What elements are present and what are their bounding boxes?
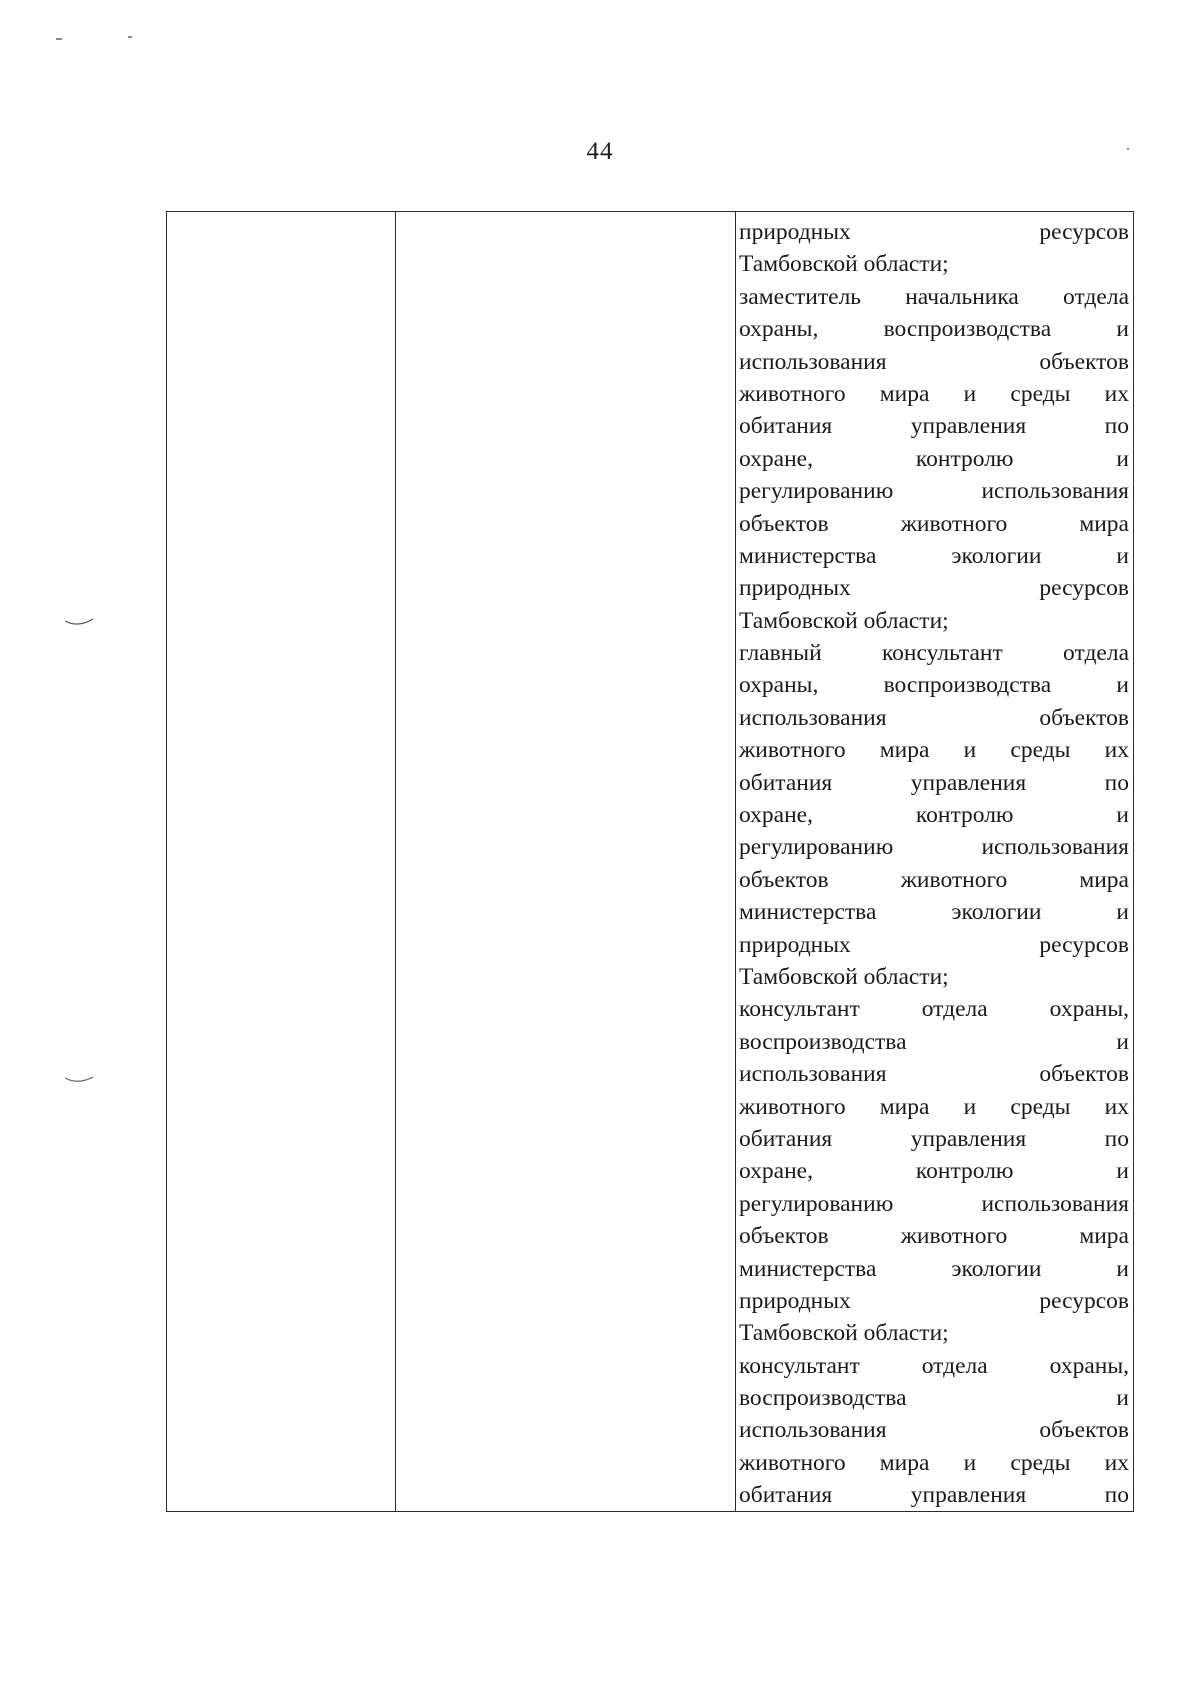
table-cell-line: регулированию использования (739, 1190, 1129, 1217)
table-cell-line: животного мира и среды их (739, 380, 1129, 407)
table-cell-line: природных ресурсов (739, 575, 1129, 602)
table-cell-line: охраны, воспроизводства и (739, 316, 1129, 343)
table-cell-line: обитания управления по (739, 1482, 1129, 1509)
table-cell-line: Тамбовской области; (739, 251, 949, 278)
table-cell-line: использования объектов (739, 1061, 1129, 1088)
table-cell-line: обитания управления по (739, 413, 1129, 440)
table-cell-line: охране, контролю и (739, 1158, 1129, 1185)
table-cell-line: заместитель начальника отдела (739, 283, 1129, 310)
table-cell-line: консультант отдела охраны, (739, 1352, 1129, 1379)
table-cell-line: обитания управления по (739, 769, 1129, 796)
scan-mark (64, 1076, 94, 1086)
scan-mark (64, 618, 94, 628)
document-table (166, 211, 1134, 1512)
table-cell-line: объектов животного мира (739, 866, 1129, 893)
scan-dust (56, 38, 62, 40)
table-cell-line: использования объектов (739, 1417, 1129, 1444)
table-column-divider (735, 212, 736, 1511)
table-cell-line: охраны, воспроизводства и (739, 672, 1129, 699)
table-cell-line: охране, контролю и (739, 802, 1129, 829)
table-cell-line: охране, контролю и (739, 445, 1129, 472)
table-cell-line: регулированию использования (739, 478, 1129, 505)
table-cell-positions-text (739, 216, 1129, 1512)
page-number: 44 (586, 138, 614, 165)
table-cell-line: природных ресурсов (739, 1287, 1129, 1314)
table-cell-line: использования объектов (739, 704, 1129, 731)
table-cell-line: животного мира и среды их (739, 737, 1129, 764)
table-cell-line: природных ресурсов (739, 931, 1129, 958)
table-cell-line: использования объектов (739, 348, 1129, 375)
table-cell-line: министерства экологии и (739, 1255, 1129, 1282)
scan-dust (128, 36, 132, 38)
table-cell-line: обитания управления по (739, 1125, 1129, 1152)
table-cell-line: министерства экологии и (739, 899, 1129, 926)
scan-dust (1127, 148, 1129, 150)
table-cell-line: консультант отдела охраны, (739, 996, 1129, 1023)
table-cell-line: регулированию использования (739, 834, 1129, 861)
table-cell-line: главный консультант отдела (739, 640, 1129, 667)
table-column-divider (395, 212, 396, 1511)
table-cell-line: воспроизводства и (739, 1028, 1129, 1055)
table-cell-line: воспроизводства и (739, 1385, 1129, 1412)
table-cell-line: Тамбовской области; (739, 607, 949, 634)
table-cell-line: объектов животного мира (739, 1223, 1129, 1250)
table-cell-line: Тамбовской области; (739, 1320, 949, 1347)
table-cell-line: Тамбовской области; (739, 963, 949, 990)
table-cell-line: природных ресурсов (739, 219, 1129, 245)
table-cell-line: животного мира и среды их (739, 1093, 1129, 1120)
table-cell-line: животного мира и среды их (739, 1449, 1129, 1476)
table-cell-line: министерства экологии и (739, 542, 1129, 569)
table-cell-line: объектов животного мира (739, 510, 1129, 537)
